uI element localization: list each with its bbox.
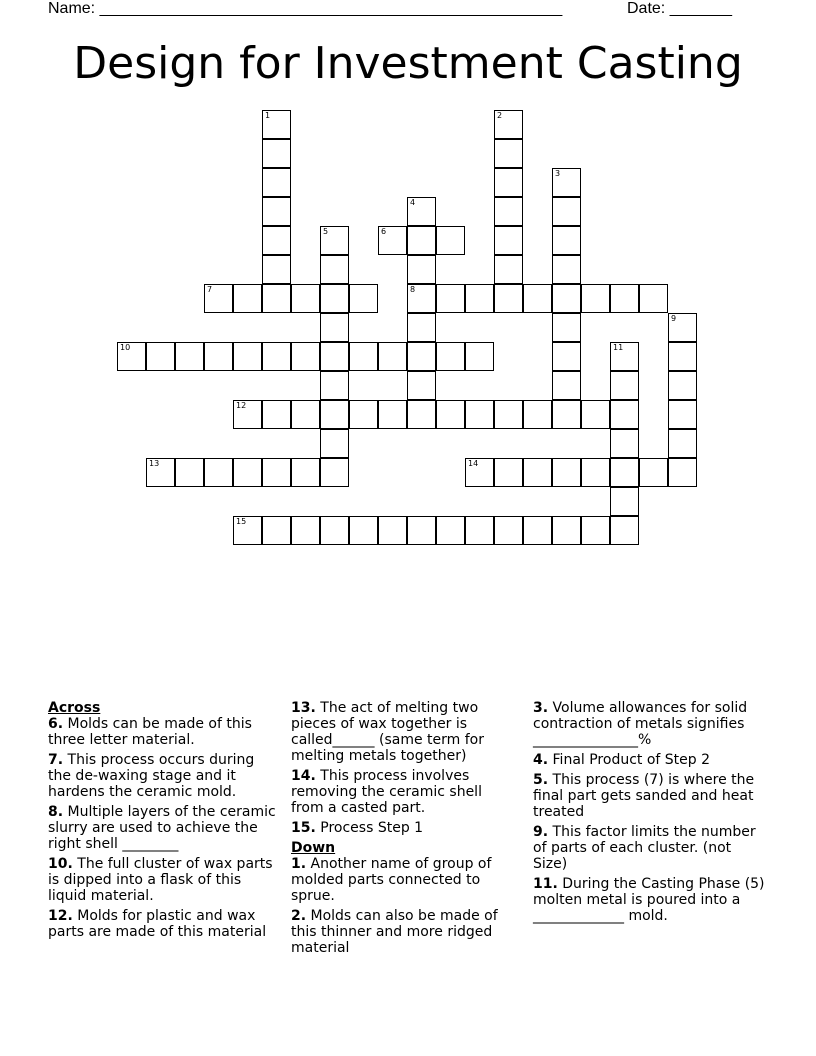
grid-cell[interactable] [291, 400, 320, 429]
clue-number: 13 [149, 459, 160, 468]
clue-item-number: 7. [48, 752, 64, 768]
grid-cell[interactable] [494, 110, 523, 139]
grid-cell[interactable] [262, 458, 291, 487]
grid-cell[interactable] [465, 458, 494, 487]
grid-cell[interactable] [610, 400, 639, 429]
grid-cell[interactable] [552, 226, 581, 255]
grid-cell[interactable] [233, 342, 262, 371]
grid-cell[interactable] [175, 458, 204, 487]
grid-cell[interactable] [407, 313, 436, 342]
date-field-label: Date: _______ [627, 0, 732, 17]
clue-item-text: Volume allowances for solid contraction of metals signifies _______________% [533, 700, 748, 748]
grid-cell[interactable] [407, 400, 436, 429]
grid-cell[interactable] [465, 516, 494, 545]
grid-cell[interactable] [610, 284, 639, 313]
grid-cell[interactable] [552, 371, 581, 400]
grid-cell[interactable] [552, 168, 581, 197]
clue-item-number: 14. [291, 768, 316, 784]
clue-item-number: 4. [533, 752, 549, 768]
clue-item-text: Another name of group of molded parts connected to sprue. [291, 856, 492, 904]
grid-cell[interactable] [668, 400, 697, 429]
clue-item [533, 752, 769, 768]
grid-cell[interactable] [175, 342, 204, 371]
clue-item [291, 700, 511, 764]
grid-cell[interactable] [291, 284, 320, 313]
clue-number: 14 [468, 459, 479, 468]
grid-cell[interactable] [581, 516, 610, 545]
grid-cell[interactable] [204, 458, 233, 487]
grid-cell[interactable] [349, 516, 378, 545]
clue-number: 3 [555, 169, 561, 178]
grid-cell[interactable] [320, 342, 349, 371]
clue-item [291, 908, 511, 956]
grid-cell[interactable] [436, 226, 465, 255]
clue-item-number: 13. [291, 700, 316, 716]
grid-cell[interactable] [494, 197, 523, 226]
grid-cell[interactable] [436, 400, 465, 429]
grid-cell[interactable] [465, 284, 494, 313]
grid-cell[interactable] [581, 284, 610, 313]
grid-cell[interactable] [465, 400, 494, 429]
clue-item [48, 752, 280, 800]
clue-number: 5 [323, 227, 329, 236]
grid-cell[interactable] [146, 342, 175, 371]
clue-number: 7 [207, 285, 213, 294]
grid-cell[interactable] [668, 458, 697, 487]
clue-item-number: 2. [291, 908, 307, 924]
grid-cell[interactable] [407, 516, 436, 545]
grid-cell[interactable] [610, 458, 639, 487]
grid-cell[interactable] [320, 458, 349, 487]
grid-cell[interactable] [668, 342, 697, 371]
clue-item-text: Final Product of Step 2 [552, 752, 711, 768]
grid-cell[interactable] [523, 458, 552, 487]
clue-item [533, 772, 769, 820]
grid-cell[interactable] [552, 284, 581, 313]
clue-item-text: Molds can also be made of this thinner and more ridged material [291, 908, 498, 956]
grid-cell[interactable] [436, 284, 465, 313]
grid-cell[interactable] [523, 400, 552, 429]
grid-cell[interactable] [407, 197, 436, 226]
grid-cell[interactable] [349, 284, 378, 313]
grid-cell[interactable] [610, 342, 639, 371]
grid-cell[interactable] [233, 400, 262, 429]
grid-cell[interactable] [378, 342, 407, 371]
grid-cell[interactable] [494, 400, 523, 429]
grid-cell[interactable] [494, 458, 523, 487]
clue-number: 12 [236, 401, 247, 410]
clue-item-text: During the Casting Phase (5) molten metal is poured into a _____________ mold. [533, 876, 765, 924]
grid-cell[interactable] [610, 516, 639, 545]
grid-cell[interactable] [262, 110, 291, 139]
clue-number: 11 [613, 343, 624, 352]
grid-cell[interactable] [494, 516, 523, 545]
clue-item-number: 12. [48, 908, 73, 924]
clue-item-number: 8. [48, 804, 64, 820]
grid-cell[interactable] [552, 458, 581, 487]
clue-item [291, 820, 511, 836]
grid-cell[interactable] [320, 400, 349, 429]
grid-cell[interactable] [117, 342, 146, 371]
clue-item-text: This process occurs during the de-waxing stage and it hardens the ceramic mold. [48, 752, 255, 800]
clue-item [291, 768, 511, 816]
grid-cell[interactable] [262, 226, 291, 255]
grid-cell[interactable] [291, 458, 320, 487]
grid-cell[interactable] [320, 516, 349, 545]
grid-cell[interactable] [668, 429, 697, 458]
grid-cell[interactable] [204, 284, 233, 313]
grid-cell[interactable] [668, 371, 697, 400]
clue-column-2 [291, 700, 511, 960]
clue-item-text: The full cluster of wax parts is dipped into a flask of this liquid material. [48, 856, 273, 904]
grid-cell[interactable] [262, 139, 291, 168]
clue-column-3 [533, 700, 769, 928]
clue-number: 2 [497, 111, 503, 120]
clue-item-number: 10. [48, 856, 73, 872]
grid-cell[interactable] [320, 226, 349, 255]
clue-number: 1 [265, 111, 271, 120]
grid-cell[interactable] [320, 284, 349, 313]
grid-cell[interactable] [610, 371, 639, 400]
clue-item-text: This process (7) is where the final part gets sanded and heat treated [533, 772, 755, 820]
clue-item [48, 716, 280, 748]
clue-number: 4 [410, 198, 416, 207]
grid-cell[interactable] [349, 342, 378, 371]
grid-cell[interactable] [436, 516, 465, 545]
clue-item-number: 3. [533, 700, 549, 716]
clue-item-number: 1. [291, 856, 307, 872]
grid-cell[interactable] [407, 342, 436, 371]
clue-number: 10 [120, 343, 131, 352]
clue-item-text: This process involves removing the ceramic shell from a casted part. [291, 768, 482, 816]
clue-number: 6 [381, 227, 387, 236]
grid-cell[interactable] [552, 255, 581, 284]
grid-cell[interactable] [262, 255, 291, 284]
clue-item-text: Molds can be made of this three letter material. [48, 716, 252, 748]
grid-cell[interactable] [407, 226, 436, 255]
grid-cell[interactable] [320, 371, 349, 400]
clue-item-number: 6. [48, 716, 64, 732]
page-title: Design for Investment Casting [73, 38, 743, 89]
grid-cell[interactable] [465, 342, 494, 371]
grid-cell[interactable] [407, 255, 436, 284]
grid-cell[interactable] [378, 400, 407, 429]
clue-item-number: 5. [533, 772, 549, 788]
grid-cell[interactable] [262, 168, 291, 197]
clue-item-number: 15. [291, 820, 316, 836]
grid-cell[interactable] [407, 284, 436, 313]
clue-item-text: Process Step 1 [320, 820, 424, 836]
grid-cell[interactable] [262, 197, 291, 226]
grid-cell[interactable] [204, 342, 233, 371]
grid-cell[interactable] [146, 458, 175, 487]
clue-column-1 [48, 700, 280, 944]
clue-item-text: The act of melting two pieces of wax together is called______ (same term for melting metals together) [291, 700, 484, 764]
grid-cell[interactable] [378, 516, 407, 545]
down-heading: Down [291, 840, 336, 856]
clue-item [533, 824, 769, 872]
grid-cell[interactable] [494, 284, 523, 313]
clue-item-text: Molds for plastic and wax parts are made of this material [48, 908, 267, 940]
clue-item [291, 856, 511, 904]
grid-cell[interactable] [581, 458, 610, 487]
grid-cell[interactable] [378, 226, 407, 255]
grid-cell[interactable] [262, 342, 291, 371]
grid-cell[interactable] [262, 400, 291, 429]
clue-item [48, 908, 280, 940]
grid-cell[interactable] [639, 284, 668, 313]
clue-number: 15 [236, 517, 247, 526]
clue-item-number: 9. [533, 824, 549, 840]
grid-cell[interactable] [320, 255, 349, 284]
grid-cell[interactable] [552, 342, 581, 371]
grid-cell[interactable] [291, 516, 320, 545]
grid-cell[interactable] [494, 139, 523, 168]
clue-item [533, 876, 769, 924]
grid-cell[interactable] [523, 516, 552, 545]
grid-cell[interactable] [233, 516, 262, 545]
grid-cell[interactable] [233, 284, 262, 313]
grid-cell[interactable] [552, 197, 581, 226]
clue-item [48, 804, 280, 852]
grid-cell[interactable] [610, 487, 639, 516]
grid-cell[interactable] [552, 313, 581, 342]
grid-cell[interactable] [494, 255, 523, 284]
grid-cell[interactable] [668, 313, 697, 342]
grid-cell[interactable] [349, 400, 378, 429]
grid-cell[interactable] [639, 458, 668, 487]
grid-cell[interactable] [494, 226, 523, 255]
clue-item [48, 856, 280, 904]
clue-item-text: Multiple layers of the ceramic slurry are used to achieve the right shell ________ [48, 804, 276, 852]
grid-cell[interactable] [262, 516, 291, 545]
grid-cell[interactable] [494, 168, 523, 197]
grid-cell[interactable] [523, 284, 552, 313]
grid-cell[interactable] [320, 313, 349, 342]
grid-cell[interactable] [552, 400, 581, 429]
name-field-label: Name: ____________________________________________________ [48, 0, 563, 17]
clue-item-number: 11. [533, 876, 558, 892]
grid-cell[interactable] [320, 429, 349, 458]
across-heading: Across [48, 700, 101, 716]
grid-cell[interactable] [407, 371, 436, 400]
grid-cell[interactable] [581, 400, 610, 429]
clue-number: 9 [671, 314, 677, 323]
grid-cell[interactable] [291, 342, 320, 371]
grid-cell[interactable] [233, 458, 262, 487]
grid-cell[interactable] [436, 342, 465, 371]
grid-cell[interactable] [262, 284, 291, 313]
grid-cell[interactable] [552, 516, 581, 545]
clue-item [533, 700, 769, 748]
clue-item-text: This factor limits the number of parts of each cluster. (not Size) [533, 824, 756, 872]
grid-cell[interactable] [610, 429, 639, 458]
clue-number: 8 [410, 285, 416, 294]
